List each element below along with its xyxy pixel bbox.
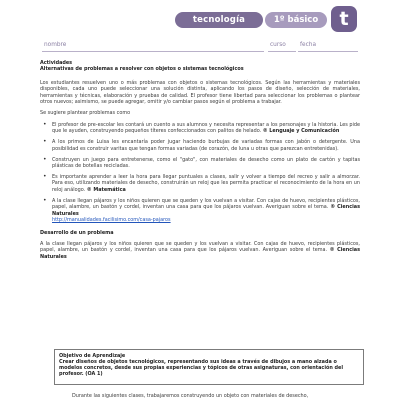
subject-tag: ® Lenguaje y Comunicación <box>262 128 340 135</box>
resource-link[interactable]: http://manualidades.facilisimo.com/casa-pajaros <box>52 217 171 224</box>
closing-text: Durante las siguientes clases, trabajaremos construyendo un objeto con materiales de desecho, <box>72 393 309 399</box>
subject-label: tecnología <box>175 12 263 28</box>
suggest-line: Se sugiere plantear problemas como <box>40 110 131 117</box>
objective-box <box>54 349 364 385</box>
objective-text: Crear diseños de objetos tecnológicos, representando sus ideas a través de dibujos a mano alzada o modelos concretos, desde sus propias experiencias y tópicos de otras asignaturas, con orientación del profesor. (OA 1) <box>59 359 344 377</box>
development-text: A la clase llegan pájaros y los niños quieren que se queden y los vuelvan a visitar. Con cajas de huevo, recipientes plásticos, papel, alambre, un bastón y cordel, inventan una casa para que los pájaros vuelvan. Averiguan sobre el tema. ® Ciencias Naturales <box>40 240 361 260</box>
grade-label: 1º básico <box>265 12 327 28</box>
activities-heading: Actividades <box>40 60 73 66</box>
bullet-item <box>40 174 360 193</box>
bullet-item <box>40 157 360 170</box>
activities-intro: Los estudiantes resuelven uno o más problemas con objetos o sistemas tecnológicos. Según las herramientas y materiales disponibles, cada uno puede seleccionar una solución distinta, aplicando los pasos de diseño, selección de materiales, herramientas y técnicas, elaboración y pruebas de calidad. El profesor tiene libertad para seleccionar los problemas o plantear otros nuevos; asimismo, se puede agregar, omitir y/o cambiar pasos según el problema a trabajar. <box>40 79 360 106</box>
name-field-label: nombre <box>44 42 67 48</box>
bullet-text: A los primos de Luisa les encantaría poder jugar haciendo burbujas de variadas formas con jabón o detergente. Una posibilidad es construir varitas que tengan formas variadas (de corazón, de luna u otras que parezcan entretenidas). <box>52 139 360 152</box>
subject-tag: ® Ciencias Naturales <box>40 247 361 260</box>
bullet-item <box>40 139 360 152</box>
course-field[interactable] <box>268 51 296 52</box>
name-field[interactable] <box>42 51 264 52</box>
course-field-label: curso <box>270 42 286 48</box>
bullet-item <box>40 122 360 135</box>
date-field[interactable] <box>298 51 358 52</box>
bullet-text: Construyen un juego para entretenerse, como el "gato", con materiales de desecho como un plato de cartón y tapitas plásticas de botellas recicladas. <box>52 156 360 170</box>
date-field-label: fecha <box>300 42 317 48</box>
subject-logo-icon: t <box>331 6 357 32</box>
bullet-text: Es importante aprender a leer la hora para llegar puntuales a clases, salir y volver a tiempo del recreo y salir a almorzar. Para eso, utilizando materiales de desecho, construirán un reloj que les permita practicar el reconocimiento de la hora en un reloj análogo. <box>52 174 360 193</box>
objective-label: Objetivo de Aprendizaje <box>59 353 126 359</box>
bullet-text: El profesor de pre-escolar les contará un cuento a sus alumnos y necesita representar a los personajes y la historia. Les pide que le ayuden, construyendo pequeños títeres confeccionados con palitos de helado. <box>52 121 360 135</box>
activities-title: Alternativas de problemas a resolver con objetos o sistemas tecnológicos <box>40 66 244 73</box>
development-heading: Desarrollo de un problema <box>40 229 114 236</box>
bullet-item <box>40 198 360 224</box>
subject-tag: ® Matemática <box>86 186 126 193</box>
bullet-text: A la clase llegan pájaros y los niños quieren que se queden y los vuelvan a visitar. Con cajas de huevo, recipientes plásticos, papel, alambre, un bastón y cordel, inventan una casa para que los pájaros vuelvan. Averiguan sobre el tema. <box>52 197 360 211</box>
activity-body <box>40 60 360 265</box>
subject-tag: ® Ciencias Naturales <box>52 204 360 217</box>
